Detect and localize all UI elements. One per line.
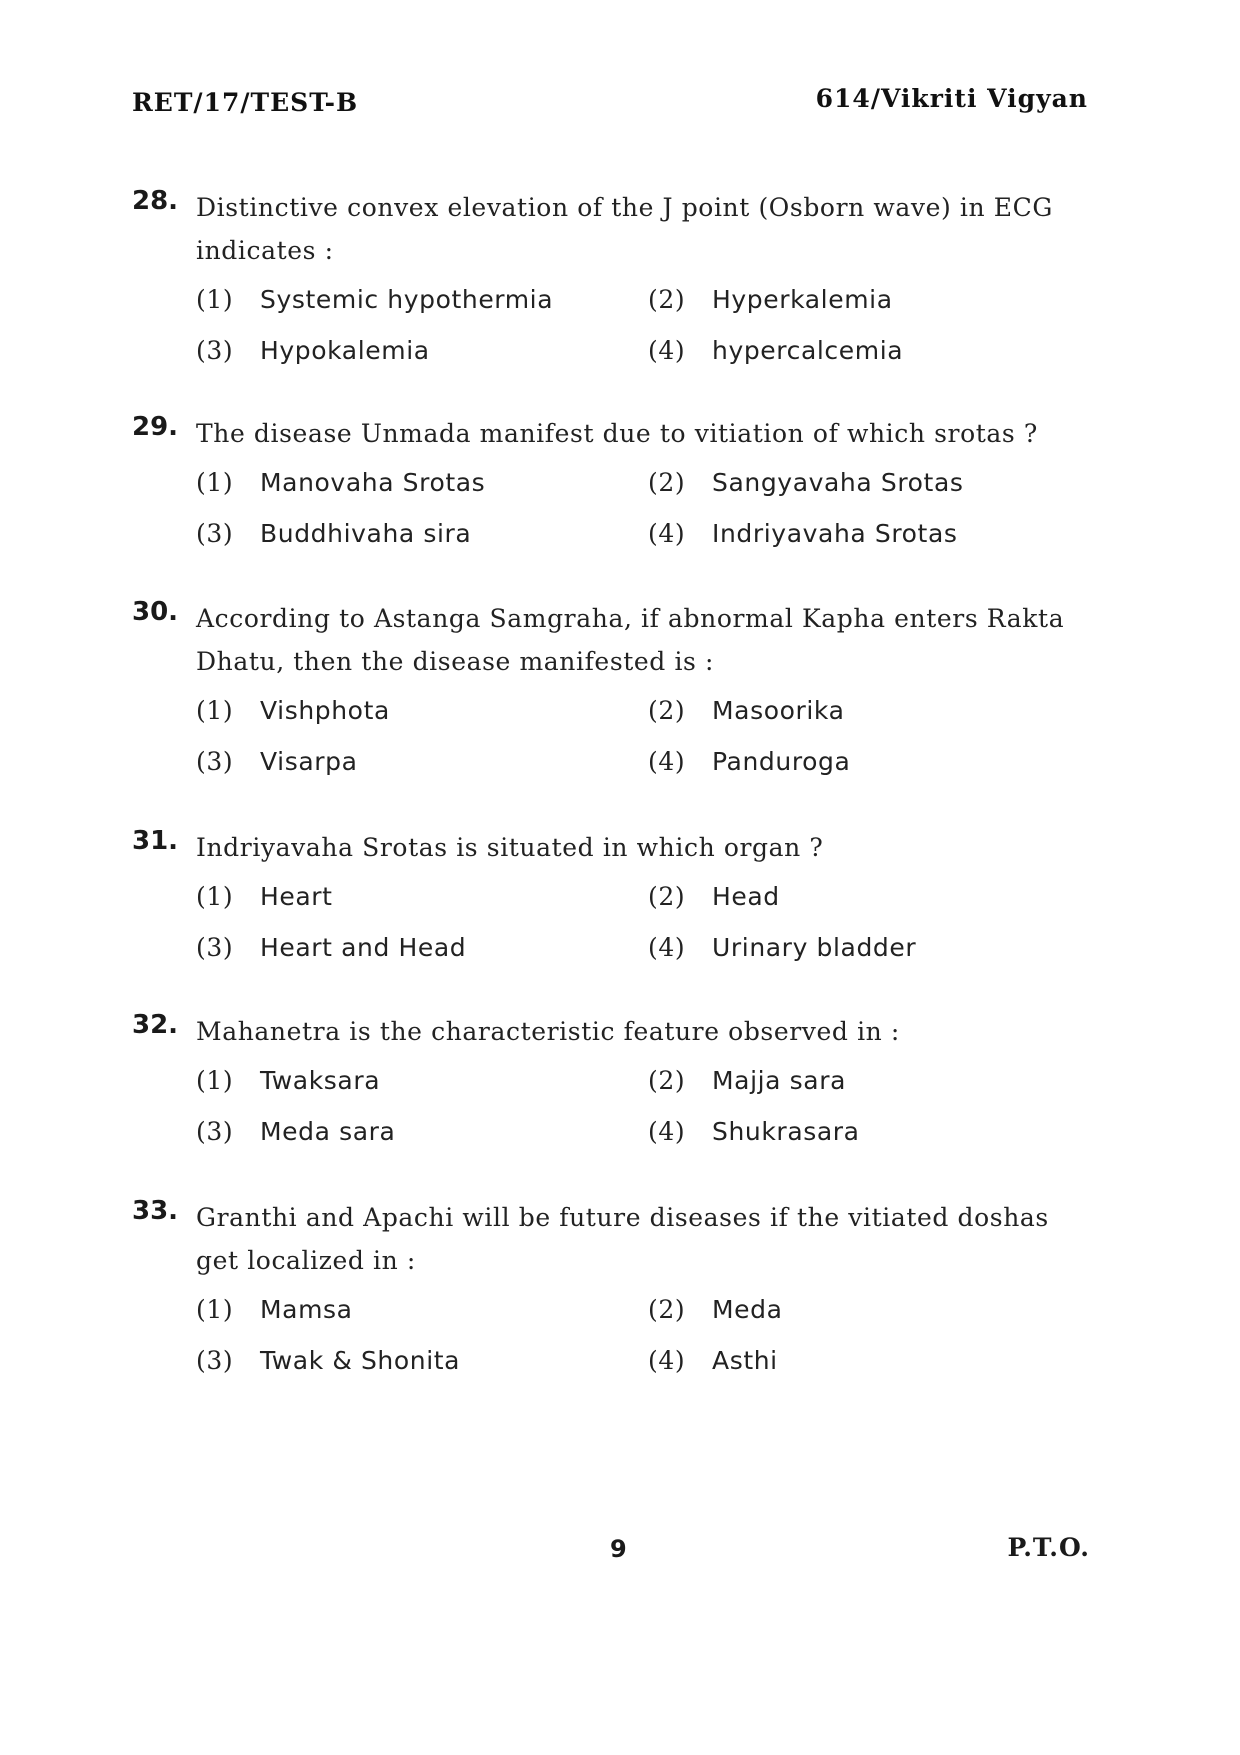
option-number: (1) bbox=[196, 1295, 234, 1324]
question-29 bbox=[132, 412, 1092, 555]
option-3 bbox=[196, 512, 648, 555]
option-1 bbox=[196, 689, 648, 732]
question-28 bbox=[132, 186, 1092, 372]
option-number: (3) bbox=[196, 747, 234, 776]
question-number: 30. bbox=[132, 597, 179, 627]
option-number: (3) bbox=[196, 336, 234, 365]
option-1 bbox=[196, 875, 648, 918]
option-number: (3) bbox=[196, 933, 234, 962]
option-2 bbox=[648, 689, 1048, 732]
option-text: hypercalcemia bbox=[712, 336, 904, 365]
please-turn-over: P.T.O. bbox=[1007, 1533, 1090, 1562]
option-text: Asthi bbox=[712, 1346, 778, 1375]
question-number: 31. bbox=[132, 826, 179, 856]
option-number: (4) bbox=[648, 1346, 686, 1375]
question-text: The disease Unmada manifest due to vitiation of which srotas ? bbox=[196, 419, 1038, 448]
option-text: Shukrasara bbox=[712, 1117, 860, 1146]
option-1 bbox=[196, 461, 648, 504]
option-3 bbox=[196, 1339, 648, 1382]
options-grid bbox=[196, 875, 1092, 969]
question-31 bbox=[132, 826, 1092, 969]
option-1 bbox=[196, 1059, 648, 1102]
option-number: (1) bbox=[196, 696, 234, 725]
question-30 bbox=[132, 597, 1092, 783]
option-number: (3) bbox=[196, 1117, 234, 1146]
options-grid bbox=[196, 1059, 1092, 1153]
option-text: Visarpa bbox=[260, 747, 358, 776]
option-4 bbox=[648, 740, 1048, 783]
option-text: Urinary bladder bbox=[712, 933, 917, 962]
options-grid bbox=[196, 461, 1092, 555]
option-1 bbox=[196, 278, 648, 321]
option-text: Manovaha Srotas bbox=[260, 468, 486, 497]
option-number: (2) bbox=[648, 1295, 686, 1324]
option-number: (3) bbox=[196, 519, 234, 548]
option-2 bbox=[648, 1288, 1048, 1331]
option-text: Mamsa bbox=[260, 1295, 353, 1324]
options-grid bbox=[196, 1288, 1092, 1382]
option-text: Hyperkalemia bbox=[712, 285, 893, 314]
option-text: Heart bbox=[260, 882, 333, 911]
page-number: 9 bbox=[610, 1535, 627, 1563]
option-text: Meda sara bbox=[260, 1117, 396, 1146]
option-number: (4) bbox=[648, 1117, 686, 1146]
option-text: Heart and Head bbox=[260, 933, 467, 962]
option-text: Vishphota bbox=[260, 696, 390, 725]
option-2 bbox=[648, 461, 1048, 504]
question-33 bbox=[132, 1196, 1092, 1382]
subject-code: 614/Vikriti Vigyan bbox=[815, 84, 1088, 113]
question-number: 33. bbox=[132, 1196, 179, 1226]
option-text: Hypokalemia bbox=[260, 336, 430, 365]
question-text: Mahanetra is the characteristic feature observed in : bbox=[196, 1017, 900, 1046]
option-text: Twak & Shonita bbox=[260, 1346, 461, 1375]
option-4 bbox=[648, 926, 1048, 969]
option-text: Head bbox=[712, 882, 780, 911]
option-text: Panduroga bbox=[712, 747, 851, 776]
option-1 bbox=[196, 1288, 648, 1331]
option-4 bbox=[648, 1339, 1048, 1382]
option-number: (4) bbox=[648, 747, 686, 776]
option-4 bbox=[648, 512, 1048, 555]
option-text: Systemic hypothermia bbox=[260, 285, 554, 314]
option-number: (1) bbox=[196, 285, 234, 314]
option-number: (2) bbox=[648, 1066, 686, 1095]
paper-code: RET/17/TEST-B bbox=[132, 88, 359, 117]
option-text: Meda bbox=[712, 1295, 783, 1324]
option-text: Masoorika bbox=[712, 696, 845, 725]
option-3 bbox=[196, 1110, 648, 1153]
option-number: (2) bbox=[648, 882, 686, 911]
option-number: (2) bbox=[648, 696, 686, 725]
option-text: Twaksara bbox=[260, 1066, 381, 1095]
question-text: Granthi and Apachi will be future diseases if the vitiated doshas get localized in : bbox=[196, 1203, 1049, 1275]
question-text: Indriyavaha Srotas is situated in which organ ? bbox=[196, 833, 824, 862]
question-text: Distinctive convex elevation of the J point (Osborn wave) in ECG indicates : bbox=[196, 193, 1053, 265]
option-text: Buddhivaha sira bbox=[260, 519, 472, 548]
option-text: Majja sara bbox=[712, 1066, 846, 1095]
option-number: (4) bbox=[648, 933, 686, 962]
question-32 bbox=[132, 1010, 1092, 1153]
option-text: Sangyavaha Srotas bbox=[712, 468, 964, 497]
option-number: (3) bbox=[196, 1346, 234, 1375]
question-text: According to Astanga Samgraha, if abnormal Kapha enters Rakta Dhatu, then the disease manifested is : bbox=[196, 604, 1065, 676]
question-number: 29. bbox=[132, 412, 179, 442]
question-number: 32. bbox=[132, 1010, 179, 1040]
option-2 bbox=[648, 1059, 1048, 1102]
option-4 bbox=[648, 1110, 1048, 1153]
options-grid bbox=[196, 278, 1092, 372]
option-3 bbox=[196, 329, 648, 372]
question-number: 28. bbox=[132, 186, 179, 216]
option-2 bbox=[648, 278, 1048, 321]
option-4 bbox=[648, 329, 1048, 372]
option-2 bbox=[648, 875, 1048, 918]
option-number: (4) bbox=[648, 336, 686, 365]
option-number: (1) bbox=[196, 468, 234, 497]
option-3 bbox=[196, 740, 648, 783]
option-text: Indriyavaha Srotas bbox=[712, 519, 958, 548]
option-number: (1) bbox=[196, 882, 234, 911]
option-number: (2) bbox=[648, 468, 686, 497]
option-number: (2) bbox=[648, 285, 686, 314]
options-grid bbox=[196, 689, 1092, 783]
option-number: (4) bbox=[648, 519, 686, 548]
option-3 bbox=[196, 926, 648, 969]
option-number: (1) bbox=[196, 1066, 234, 1095]
